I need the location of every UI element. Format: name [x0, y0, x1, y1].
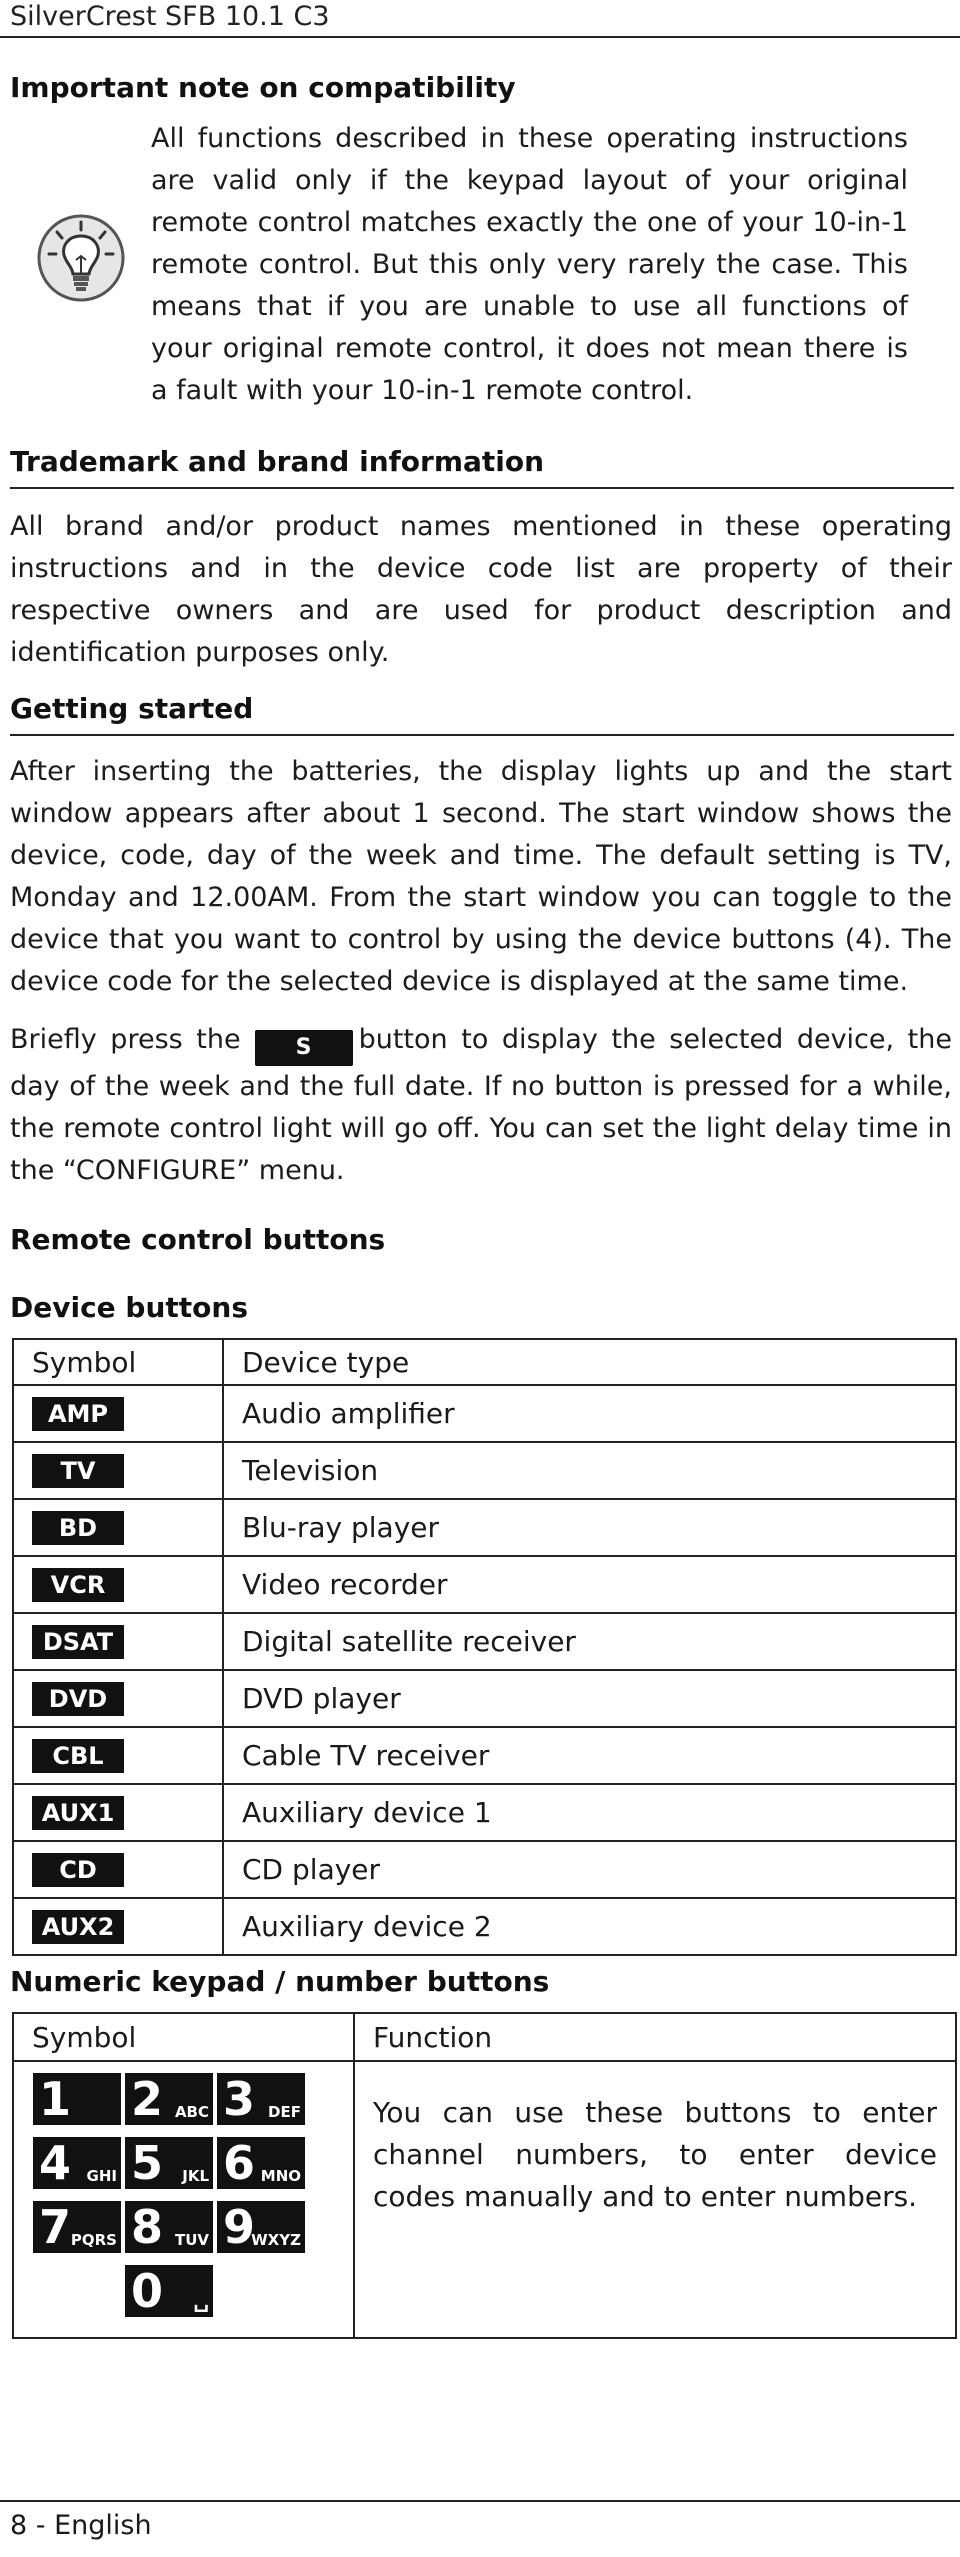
amp-button-symbol: AMP	[32, 1397, 124, 1431]
device-type: Cable TV receiver	[223, 1727, 956, 1784]
device-type: Blu-ray player	[223, 1499, 956, 1556]
table-row	[13, 1670, 956, 1727]
footer-divider	[0, 2500, 960, 2502]
trademark-text: All brand and/or product names mentioned in these operating instructions and in the device code list are property of their respective owners and are used for product description and identification purposes only.	[10, 511, 952, 668]
key-3: 3 DEF	[217, 2073, 305, 2125]
compat-heading: Important note on compatibility	[10, 71, 516, 104]
device-type: Auxiliary device 2	[223, 1898, 956, 1955]
key-5: 5 JKL	[125, 2137, 213, 2189]
numeric-function-text: You can use these buttons to enter channel numbers, to enter device codes manually and to enter numbers.	[354, 2061, 956, 2338]
device-type: DVD player	[223, 1670, 956, 1727]
key-7: 7 PQRS	[33, 2201, 121, 2253]
header-divider	[0, 36, 960, 38]
remote-buttons-heading: Remote control buttons	[10, 1223, 386, 1256]
numeric-keypad-heading: Numeric keypad / number buttons	[10, 1965, 550, 1998]
cd-button-symbol: CD	[32, 1853, 124, 1887]
table-row	[13, 1727, 956, 1784]
bd-button-symbol: BD	[32, 1511, 124, 1545]
page-header-title: SilverCrest SFB 10.1 C3	[10, 1, 330, 32]
aux2-button-symbol: AUX2	[32, 1910, 124, 1944]
trademark-divider	[10, 487, 954, 489]
device-buttons-heading: Device buttons	[10, 1291, 248, 1324]
table-row	[13, 1442, 956, 1499]
device-type: Video recorder	[223, 1556, 956, 1613]
key-8: 8 TUV	[125, 2201, 213, 2253]
page-footer: 8 - English	[10, 2510, 152, 2541]
s-button-text-post: button to display the selected device, the day of the week and the full date. If no button is pressed for a while, the remote control light will go off. You can set the light delay time in the “CONFIGURE” menu.	[10, 1024, 952, 1186]
lightbulb-icon	[35, 212, 127, 304]
device-type: Auxiliary device 1	[223, 1784, 956, 1841]
compat-text: All functions described in these operating instructions are valid only if the keypad layout of your original remote control matches exactly the one of your 10-in-1 remote control. But this only very rarely the case. This means that if you are unable to use all functions of your original remote control, it does not mean there is a fault with your 10-in-1 remote control.	[151, 123, 908, 406]
key-2: 2 ABC	[125, 2073, 213, 2125]
numeric-keypad-symbol	[33, 2073, 323, 2318]
s-button-paragraph	[10, 1019, 952, 1192]
s-button-text-pre: Briefly press the	[10, 1024, 241, 1055]
table-row	[13, 1784, 956, 1841]
dvd-button-symbol: DVD	[32, 1682, 124, 1716]
device-table-header	[13, 1339, 956, 1385]
table-row	[13, 2061, 956, 2338]
key-0: 0 ␣	[125, 2265, 213, 2317]
cbl-button-symbol: CBL	[32, 1739, 124, 1773]
device-type: Audio amplifier	[223, 1385, 956, 1442]
device-col-type: Device type	[223, 1339, 956, 1385]
trademark-heading: Trademark and brand information	[10, 445, 545, 478]
numeric-col-symbol: Symbol	[13, 2013, 354, 2061]
vcr-button-symbol: VCR	[32, 1568, 124, 1602]
device-type: Digital satellite receiver	[223, 1613, 956, 1670]
numeric-table-header	[13, 2013, 956, 2061]
dsat-button-symbol: DSAT	[32, 1625, 124, 1659]
table-row	[13, 1841, 956, 1898]
key-9: 9 WXYZ	[217, 2201, 305, 2253]
device-type: CD player	[223, 1841, 956, 1898]
table-row	[13, 1898, 956, 1955]
device-type: Television	[223, 1442, 956, 1499]
aux1-button-symbol: AUX1	[32, 1796, 124, 1830]
key-6: 6 MNO	[217, 2137, 305, 2189]
tv-button-symbol: TV	[32, 1454, 124, 1488]
getting-started-text: After inserting the batteries, the display lights up and the start window appears after about 1 second. The start window shows the device, code, day of the week and time. The default setting is TV, Monday and 12.00AM. From the start window you can toggle to the device that you want to control by using the device buttons (4). The device code for the selected device is displayed at the same time.	[10, 756, 952, 997]
numeric-col-function: Function	[354, 2013, 956, 2061]
device-col-symbol: Symbol	[13, 1339, 223, 1385]
s-button-symbol: S	[255, 1030, 353, 1066]
getting-started-divider	[10, 734, 954, 736]
table-row	[13, 1613, 956, 1670]
table-row	[13, 1385, 956, 1442]
numeric-buttons-table	[12, 2012, 957, 2339]
key-4: 4 GHI	[33, 2137, 121, 2189]
table-row	[13, 1556, 956, 1613]
table-row	[13, 1499, 956, 1556]
key-1: 1	[33, 2073, 121, 2125]
device-buttons-table	[12, 1338, 957, 1956]
getting-started-heading: Getting started	[10, 692, 254, 725]
